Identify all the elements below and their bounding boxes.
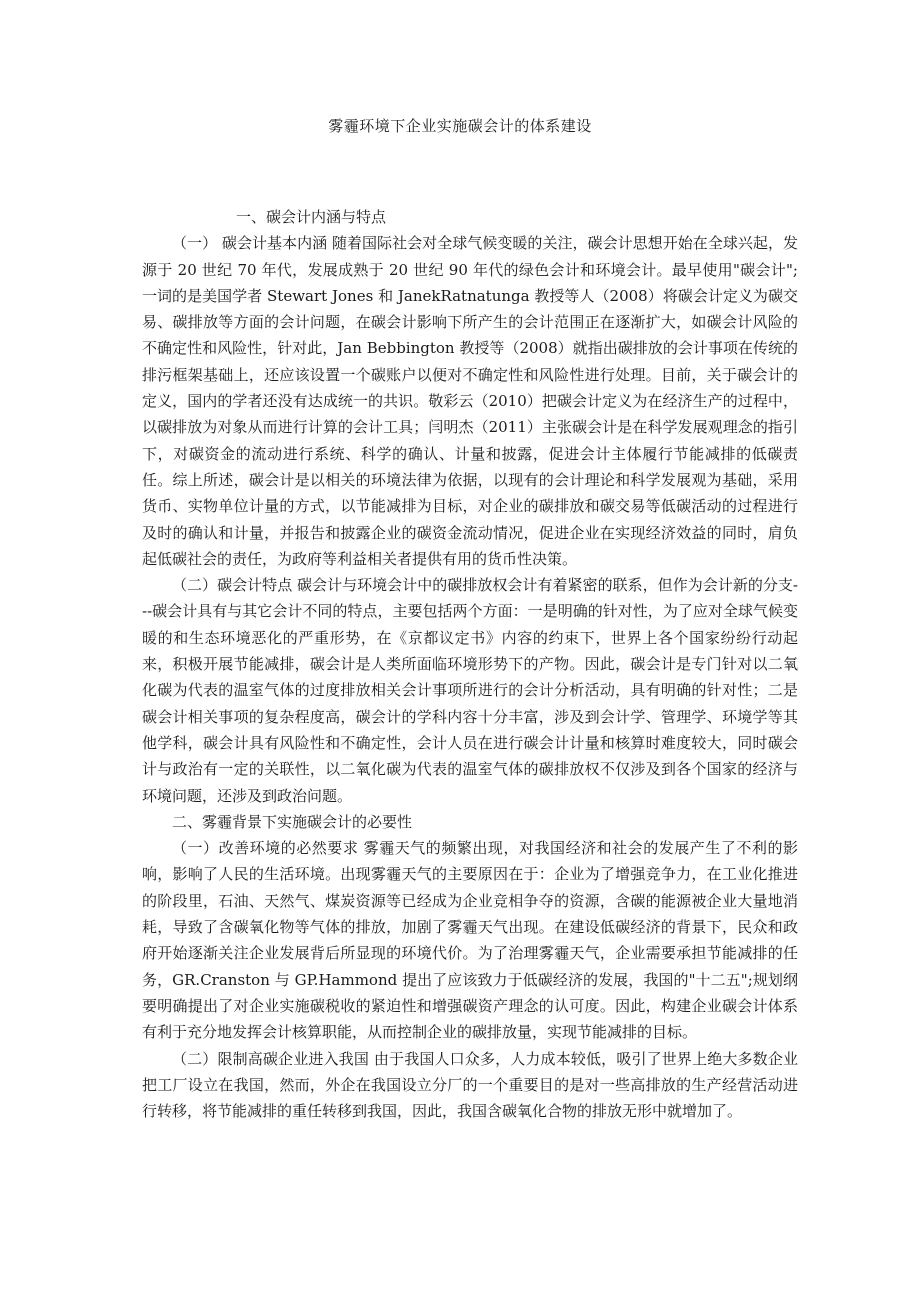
section-2-paragraph-1: （一）改善环境的必然要求 雾霾天气的频繁出现，对我国经济和社会的发展产生了不利的影响，影响了人民的生活环境。出现雾霾天气的主要原因在于：企业为了增强竞争力，在工业化推进的阶段里，石油、天然气、煤炭资源等已经成为企业竞相争夺的资源，含碳的能源被企业大量地消耗，导致了含碳氧化物等气体的排放，加剧了雾霾天气出现。在建设低碳经济的背景下，民众和政府开始逐渐关注企业发展背后所显现的环境代价。为了治理雾霾天气，企业需要承担节能减排的任务，GR.Cranston 与 GP.Hammond 提出了应该致力于低碳经济的发展，我国的"十二五";规划纲要明确提出了对企业实施碳税收的紧迫性和增强碳资产理念的认可度。因此，构建企业碳会计体系有利于充分地发挥会计核算职能，从而控制企业的碳排放量，实现节能减排的目标。 xyxy=(142,839,798,1042)
section-2-paragraph-2: （二）限制高碳企业进入我国 由于我国人口众多，人力成本较低，吸引了世界上绝大多数企业把工厂设立在我国，然而，外企在我国设立分厂的一个重要目的是对一些高排放的生产经营活动进行转移，将节能减排的重任转移到我国，因此，我国含碳氧化合物的排放无形中就增加了。 xyxy=(142,1049,798,1121)
section-1-paragraph-1: （一） 碳会计基本内涵 随着国际社会对全球气候变暖的关注，碳会计思想开始在全球兴起，发源于 20 世纪 70 年代，发展成熟于 20 世纪 90 年代的绿色会计和环境会计。最早使用"碳会计";一词的是美国学者 Stewart Jones 和 JanekRatnatunga 教授等人（2008）将碳会计定义为碳交易、碳排放等方面的会计问题，在碳会计影响下所产生的会计范围正在逐渐扩大，如碳会计风险的不确定性和风险性，针对此，Jan Bebbington 教授等（2008）就指出碳排放的会计事项在传统的排污框架基础上，还应该设置一个碳账户以便对不确定性和风险性进行处理。目前，关于碳会计的定义，国内的学者还没有达成统一的共识。敬彩云（2010）把碳会计定义为在经济生产的过程中，以碳排放为对象从而进行计算的会计工具；闫明杰（2011）主张碳会计是在科学发展观理念的指引下，对碳资金的流动进行系统、科学的确认、计量和披露，促进会计主体履行节能减排的低碳责任。综上所述，碳会计是以相关的环境法律为依据，以现有的会计理论和科学发展观为基础，采用货币、实物单位计量的方式，以节能减排为目标，对企业的碳排放和碳交易等低碳活动的过程进行及时的确认和计量，并报告和披露企业的碳资金流动情况，促进企业在实现经济效益的同时，肩负起低碳社会的责任，为政府等利益相关者提供有用的货币性决策。 xyxy=(142,234,798,568)
document-title: 雾霾环境下企业实施碳会计的体系建设 xyxy=(328,117,592,135)
section-1-paragraph-2: （二）碳会计特点 碳会计与环境会计中的碳排放权会计有着紧密的联系，但作为会计新的分支---碳会计具有与其它会计不同的特点，主要包括两个方面：一是明确的针对性，为了应对全球气候变暖的和生态环境恶化的严重形势，在《京都议定书》内容的约束下，世界上各个国家纷纷行动起来，积极开展节能减排，碳会计是人类所面临环境形势下的产物。因此，碳会计是专门针对以二氧化碳为代表的温室气体的过度排放相关会计事项所进行的会计分析活动，具有明确的针对性；二是碳会计相关事项的复杂程度高，碳会计的学科内容十分丰富，涉及到会计学、管理学、环境学等其他学科，碳会计具有风险性和不确定性，会计人员在进行碳会计计量和核算时难度较大，同时碳会计与政治有一定的关联性，以二氧化碳为代表的温室气体的碳排放权不仅涉及到各个国家的经济与环境问题，还涉及到政治问题。 xyxy=(142,576,798,805)
document-body xyxy=(142,204,798,1124)
section-1-heading: 一、碳会计内涵与特点 xyxy=(236,208,387,226)
section-2-heading: 二、雾霾背景下实施碳会计的必要性 xyxy=(172,812,413,831)
